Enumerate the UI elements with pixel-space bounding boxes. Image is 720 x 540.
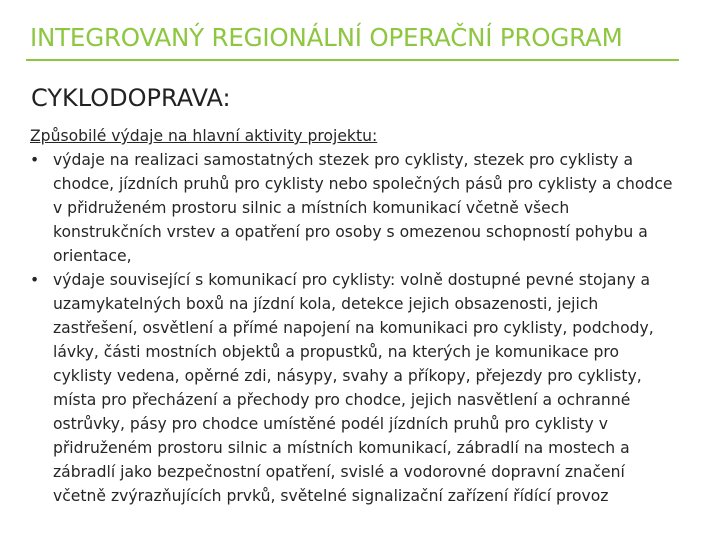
bullet-1-line-4: konstrukčních vrstev a opatření pro osoby s omezenou schopností pohybu a — [53, 223, 648, 241]
section-heading: CYKLODOPRAVA: — [31, 84, 231, 112]
bullet-dot-icon: • — [30, 151, 40, 169]
bullet-2-line-5: cyklisty vedena, opěrné zdi, násypy, svahy a příkopy, přejezdy pro cyklisty, — [53, 367, 642, 385]
bullet-2-line-10: včetně zvýrazňujících prvků, světelné signalizační zařízení řídící provoz — [53, 487, 609, 505]
bullet-2-line-2: uzamykatelných boxů na jízdní kola, detekce jejich obsazenosti, jejich — [53, 295, 599, 313]
bullet-2-line-1: výdaje související s komunikací pro cyklisty: volně dostupné pevné stojany a — [53, 271, 651, 289]
content-body — [30, 124, 690, 508]
bullet-1-line-3: v přidruženém prostoru silnic a místních komunikací včetně všech — [53, 199, 570, 217]
bullet-2-line-4: lávky, části mostních objektů a propustků, na kterých je komunikace pro — [53, 343, 620, 361]
bullet-2-line-6: místa pro přecházení a přechody pro chodce, jejich nasvětlení a ochranné — [53, 391, 631, 409]
bullet-1-line-5: orientace, — [53, 247, 132, 265]
bullet-item-2 — [30, 268, 690, 508]
bullet-dot-icon: • — [30, 271, 40, 289]
bullet-2-line-8: přidruženém prostoru silnic a místních komunikací, zábradlí na mostech a — [53, 439, 630, 457]
bullet-2-line-9: zábradlí jako bezpečnostní opatření, svislé a vodorovné dopravní značení — [53, 463, 625, 481]
bullet-1-line-2: chodce, jízdních pruhů pro cyklisty nebo společných pásů pro cyklisty a chodce — [53, 175, 673, 193]
bullet-1-line-1: výdaje na realizaci samostatných stezek pro cyklisty, stezek pro cyklisty a — [53, 151, 633, 169]
bullet-list — [30, 148, 690, 508]
bullet-item-1 — [30, 148, 690, 268]
bullet-2-line-3: zastřešení, osvětlení a přímé napojení na komunikaci pro cyklisty, podchody, — [53, 319, 654, 337]
slide-title: INTEGROVANÝ REGIONÁLNÍ OPERAČNÍ PROGRAM — [30, 23, 623, 52]
title-divider — [26, 59, 679, 61]
intro-text: Způsobilé výdaje na hlavní aktivity projektu: — [30, 127, 378, 145]
bullet-2-line-7: ostrůvky, pásy pro chodce umístěné podél jízdních pruhů pro cyklisty v — [53, 415, 608, 433]
